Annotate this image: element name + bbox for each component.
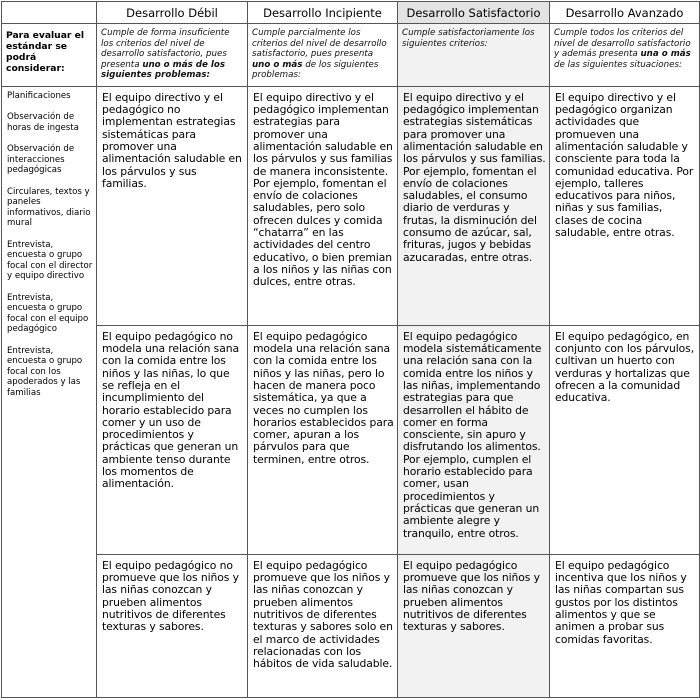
instrument-item: Circulares, textos y paneles informativos, diario mural (7, 186, 91, 229)
header-row (2, 2, 700, 24)
instruments-list (2, 87, 96, 399)
cell-incipiente: El equipo directivo y el pedagógico implementan estrategias para promover una alimentación saludable en los párvulos y sus familias de manera inconsistente. Por ejemplo, fomentan el envío de colaciones saludables, pero solo ofrecen dulces y comida “chatarra” en las actividades del centro educativo, o bien premian a los niños y las niñas con dulces, entre otras. (248, 86, 398, 325)
rubric-table (1, 1, 700, 698)
cell-debil: El equipo directivo y el pedagógico no implementan estrategias sistemáticas para promover una alimentación saludable en los párvulos y sus familias. (97, 86, 248, 325)
consider-label: Para evaluar el estándar se podrá considerar: (6, 30, 85, 75)
instrument-item: Entrevista, encuesta o grupo focal con el equipo pedagógico (7, 292, 89, 335)
header-satisfactorio: Desarrollo Satisfactorio (398, 2, 550, 24)
criterion-row-2 (2, 325, 700, 554)
instruments-cell (2, 86, 97, 697)
cell-satisfactorio: El equipo pedagógico promueve que los niños y las niñas conozcan y prueben alimentos nutritivos de diferentes texturas y sabores. (398, 554, 550, 697)
header-corner (2, 2, 97, 24)
criterion-row-1 (2, 86, 700, 325)
instrument-item: Observación de interacciones pedagógicas (7, 144, 75, 176)
desc-incipiente: Cumple parcialmente los criterios del nivel de desarrollo satisfactorio, pues presenta uno o más de los siguientes problemas: (248, 24, 398, 87)
desc-debil: Cumple de forma insuficiente los criterios del nivel de desarrollo satisfactorio, pues presenta uno o más de los siguientes problemas: (97, 24, 248, 87)
cell-satisfactorio: El equipo pedagógico modela sistemáticamente una relación sana con la comida entre los niños y las niñas, implementando estrategias para que desarrollen el hábito de comer en forma consciente, sin apuro y disfrutando los alimentos. Por ejemplo, cumplen el horario establecido para comer, usan procedimientos y prácticas que generan un ambiente alegre y tranquilo, entre otros. (398, 325, 550, 554)
cell-debil: El equipo pedagógico no modela una relación sana con la comida entre los niños y las niñas, lo que se refleja en el incumplimiento del horario establecido para comer y un uso de procedimientos y prácticas que generan un ambiente tenso durante los momentos de alimentación. (97, 325, 248, 554)
cell-incipiente: El equipo pedagógico modela una relación sana con la comida entre los niños y las niñas, pero lo hacen de manera poco sistemática, ya que a veces no cumplen los horarios establecidos para comer, apuran a los párvulos para que terminen, entre otros. (248, 325, 398, 554)
desc-satisfactorio: Cumple satisfactoriamente los siguientes criterios: (398, 24, 550, 87)
instrument-item: Planificaciones (7, 90, 71, 101)
header-debil: Desarrollo Débil (97, 2, 248, 24)
consider-cell (2, 24, 97, 87)
instrument-item: Observación de horas de ingesta (7, 112, 79, 133)
instrument-item: Entrevista, encuesta o grupo focal con el director y equipo directivo (7, 239, 93, 282)
header-avanzado: Desarrollo Avanzado (550, 2, 700, 24)
criterion-row-3 (2, 554, 700, 697)
cell-avanzado: El equipo pedagógico, en conjunto con los párvulos, cultivan un huerto con verduras y hortalizas que ofrecen a la comunidad educativa. (550, 325, 700, 554)
description-row (2, 24, 700, 87)
desc-avanzado: Cumple todos los criterios del nivel de desarrollo satisfactorio y además presenta una o más de las siguientes situaciones: (550, 24, 700, 87)
cell-avanzado: El equipo pedagógico incentiva que los niños y las niñas compartan sus gustos por los distintos alimentos y que se animen a probar sus comidas favoritas. (550, 554, 700, 697)
cell-satisfactorio: El equipo directivo y el pedagógico implementan estrategias sistemáticas para promover una alimentación saludable en los párvulos y sus familias. Por ejemplo, fomentan el envío de colaciones saludables, el consumo diario de verduras y frutas, la disminución del consumo de azúcar, sal, frituras, jugos y bebidas azucaradas, entre otras. (398, 86, 550, 325)
cell-avanzado: El equipo directivo y el pedagógico organizan actividades que promueven una alimentación saludable y consciente para toda la comunidad educativa. Por ejemplo, talleres educativos para niños, niñas y sus familias, clases de cocina saludable, entre otras. (550, 86, 700, 325)
cell-debil: El equipo pedagógico no promueve que los niños y las niñas conozcan y prueben alimentos nutritivos de diferentes texturas y sabores. (97, 554, 248, 697)
header-incipiente: Desarrollo Incipiente (248, 2, 398, 24)
cell-incipiente: El equipo pedagógico promueve que los niños y las niñas conozcan y prueben alimentos nutritivos de diferentes texturas y sabores solo en el marco de actividades relacionadas con los hábitos de vida saludable. (248, 554, 398, 697)
instrument-item: Entrevista, encuesta o grupo focal con los apoderados y las familias (7, 345, 83, 398)
